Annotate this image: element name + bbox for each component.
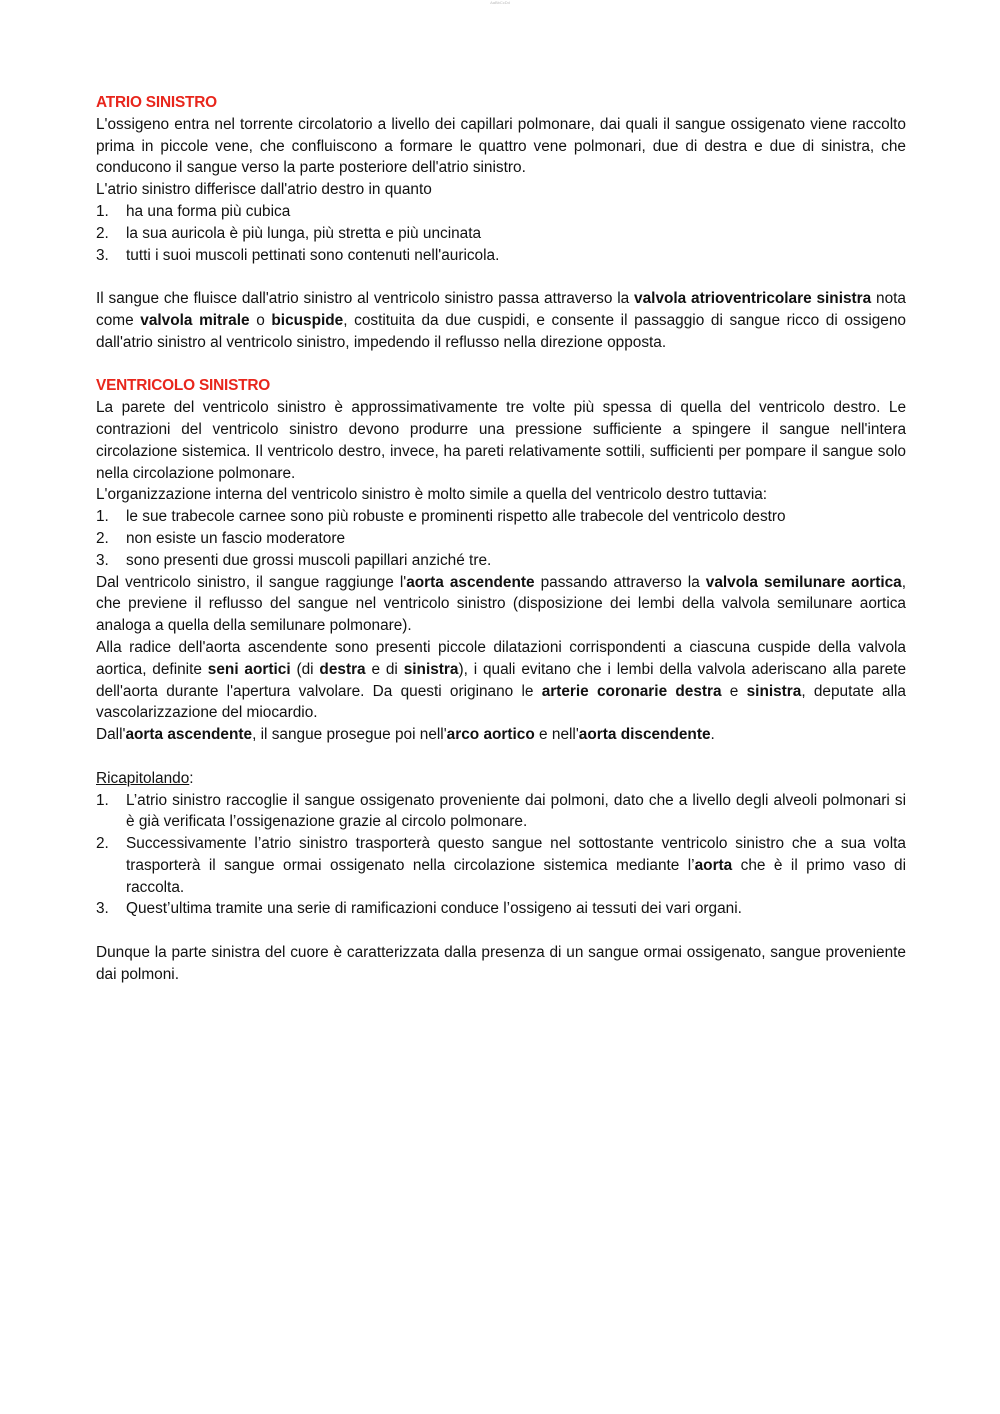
text-run: Dal ventricolo sinistro, il sangue raggiunge l' xyxy=(96,573,407,591)
section-ricapitolando xyxy=(96,768,906,986)
text-run: , costituita da due cuspidi, e consente il passaggio di sangue ricco di ossigeno dall'atrio sinistro al ventricolo sinistro, impedendo il reflusso nella direzione opposta. xyxy=(96,311,906,351)
list-text: le sue trabecole carnee sono più robuste e prominenti rispetto alle trabecole del ventricolo destro xyxy=(126,508,786,526)
spacer xyxy=(96,920,906,942)
ventricolo-paragraph-1: La parete del ventricolo sinistro è approssimativamente tre volte più spessa di quella del ventricolo destro. Le contrazioni del ventricolo sinistro devono produrre una pressione sufficiente a spingere il sangue nell'intera circolazione sistemica. Il ventricolo destro, invece, ha pareti relativamente sottili, sufficienti per pompare il sangue solo nella circolazione polmonare. xyxy=(96,399,906,482)
list-number: 2. xyxy=(96,835,109,853)
ventricolo-paragraph-aorta xyxy=(96,572,906,637)
list-item xyxy=(96,223,906,245)
bold-term: aorta ascendente xyxy=(125,726,253,744)
spacer xyxy=(96,354,906,376)
text-run: , il sangue prosegue poi nell' xyxy=(252,726,447,744)
bold-term: sinistra xyxy=(403,660,459,678)
recap-title-text: Ricapitolando xyxy=(96,769,190,787)
document-page xyxy=(96,92,906,986)
text-run: o xyxy=(249,311,272,329)
bold-term: aorta discendente xyxy=(578,726,711,744)
list-number: 3. xyxy=(96,900,109,918)
list-text: la sua auricola è più lunga, più stretta e più uncinata xyxy=(126,224,482,242)
text-run: Il sangue che fluisce dall'atrio sinistro al ventricolo sinistro passa attraverso la xyxy=(96,290,635,308)
list-number: 1. xyxy=(96,791,109,809)
text-run: e xyxy=(721,682,747,700)
bold-term: valvola semilunare aortica xyxy=(705,573,902,591)
ventricolo-paragraph-seni xyxy=(96,637,906,724)
list-item xyxy=(96,790,906,834)
bold-term: arco aortico xyxy=(446,726,535,744)
atrio-differences-list xyxy=(96,201,906,266)
section-ventricolo-sinistro xyxy=(96,375,906,746)
ventricolo-paragraph-arco xyxy=(96,724,906,746)
text-run: Dall' xyxy=(96,726,126,744)
text-run: che è il primo vaso di raccolta. xyxy=(126,856,906,896)
list-text: Quest’ultima tramite una serie di ramificazioni conduce l’ossigeno ai tessuti dei vari organi. xyxy=(126,900,742,918)
text-run: . xyxy=(710,726,715,744)
list-item xyxy=(96,245,906,267)
text-run: e di xyxy=(365,660,404,678)
list-text: sono presenti due grossi muscoli papillari anziché tre. xyxy=(126,551,492,569)
list-text: L’atrio sinistro raccoglie il sangue ossigenato proveniente dai polmoni, dato che a livello degli alveoli polmonari si è già verificata l’ossigenazione grazie al circolo polmonare. xyxy=(126,791,906,831)
page-header-mark: AaBbCcDd xyxy=(490,0,510,5)
list-item xyxy=(96,506,906,528)
spacer xyxy=(96,746,906,768)
recap-title-colon: : xyxy=(189,769,194,787)
list-item xyxy=(96,201,906,223)
ventricolo-paragraph-2: L'organizzazione interna del ventricolo sinistro è molto simile a quella del ventricolo destro tuttavia: xyxy=(96,486,768,504)
section-title-atrio: ATRIO SINISTRO xyxy=(96,94,217,111)
text-run: , che previene il reflusso del sangue nel ventricolo sinistro (disposizione dei lembi della valvola semilunare aortica analoga a quella della semilunare polmonare). xyxy=(96,573,907,635)
section-title-ventricolo: VENTRICOLO SINISTRO xyxy=(96,377,271,395)
text-run: ), i quali evitano che i lembi della valvola aderiscano alla parete dell'aorta durante l'apertura valvolare. Da questi originano le xyxy=(96,660,907,700)
bold-term: aorta xyxy=(694,856,733,874)
section-atrio-sinistro xyxy=(96,92,906,354)
list-number: 3. xyxy=(96,246,109,264)
list-item xyxy=(96,833,906,898)
recap-list xyxy=(96,790,906,921)
bold-term: arterie coronarie destra xyxy=(541,682,722,700)
bold-term: seni aortici xyxy=(207,660,291,678)
list-text xyxy=(126,835,906,896)
list-number: 1. xyxy=(96,508,109,526)
list-number: 2. xyxy=(96,529,109,547)
bold-term: aorta ascendente xyxy=(406,573,535,591)
text-run: e nell' xyxy=(534,726,579,744)
text-run: , deputate alla vascolarizzazione del miocardio. xyxy=(96,682,906,722)
text-run: passando attraverso la xyxy=(534,573,706,591)
bold-term: valvola atrioventricolare sinistra xyxy=(634,290,872,308)
bold-term: bicuspide xyxy=(271,311,344,329)
bold-term: valvola mitrale xyxy=(140,311,250,329)
bold-term: destra xyxy=(319,660,366,678)
atrio-paragraph-mitrale xyxy=(96,288,906,353)
list-text: non esiste un fascio moderatore xyxy=(126,529,346,547)
list-number: 1. xyxy=(96,202,109,220)
ventricolo-differences-list xyxy=(96,506,906,571)
text-run: Successivamente l’atrio sinistro trasporterà questo sangue nel sottostante ventricolo sinistro che a sua volta trasporterà il sangue ormai ossigenato nella circolazione sistemica mediante l’ xyxy=(126,835,906,874)
list-text: ha una forma più cubica xyxy=(126,202,291,220)
list-item xyxy=(96,898,906,920)
recap-title xyxy=(96,768,906,790)
list-item xyxy=(96,550,906,572)
list-text: tutti i suoi muscoli pettinati sono contenuti nell'auricola. xyxy=(126,246,500,264)
text-run: Alla radice dell'aorta ascendente sono presenti piccole dilatazioni corrispondenti a ciascuna cuspide della valvola aortica, definite xyxy=(96,638,906,678)
text-run: (di xyxy=(290,660,320,678)
list-number: 2. xyxy=(96,224,109,242)
bold-term: sinistra xyxy=(746,682,802,700)
conclusion-paragraph: Dunque la parte sinistra del cuore è caratterizzata dalla presenza di un sangue ormai ossigenato, sangue proveniente dai polmoni. xyxy=(96,944,906,983)
atrio-paragraph-1: L'ossigeno entra nel torrente circolatorio a livello dei capillari polmonare, dai quali il sangue ossigenato viene raccolto prima in piccole vene, che confluiscono a formare le quattro vene polmonari, due di destra e due di sinistra, che conducono il sangue verso la parte posteriore dell'atrio sinistro. xyxy=(96,115,906,177)
list-number: 3. xyxy=(96,551,109,569)
text-run: nota come xyxy=(96,290,906,329)
atrio-paragraph-2: L'atrio sinistro differisce dall'atrio destro in quanto xyxy=(96,181,432,199)
spacer xyxy=(96,266,906,288)
list-item xyxy=(96,528,906,550)
